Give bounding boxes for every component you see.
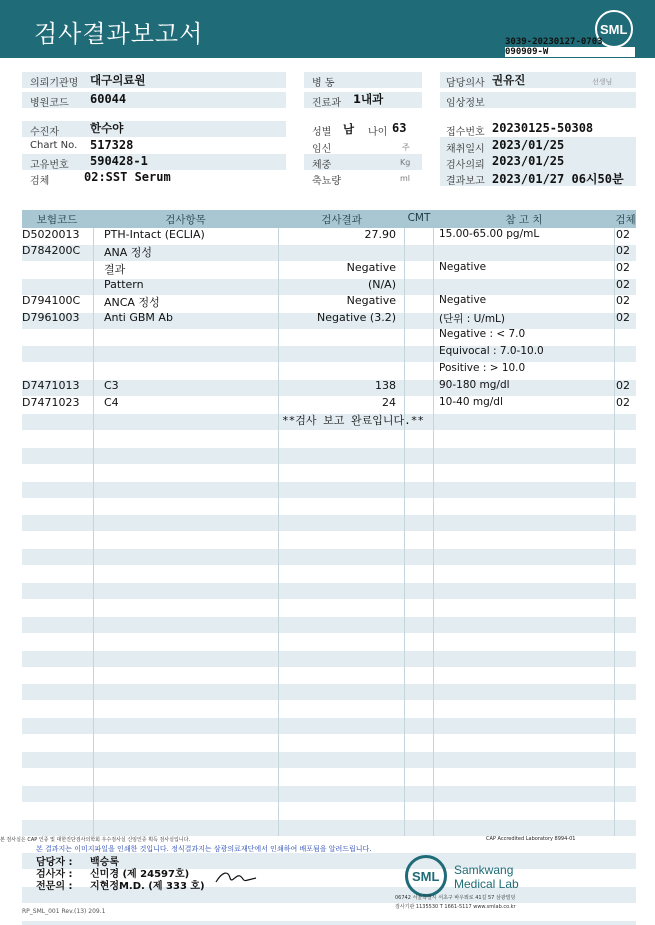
specimen-cell: 02: [616, 244, 630, 257]
clinical-label: 임상정보: [446, 98, 485, 109]
logo-text: SML: [600, 22, 628, 37]
row-stripe: [22, 718, 636, 734]
weight-unit: Kg: [400, 158, 411, 167]
row-stripe: [22, 820, 636, 836]
signature-image: [214, 868, 258, 886]
table-row: [22, 227, 636, 244]
test-item-cell: C3: [104, 379, 119, 392]
institution-value: 대구의료원: [90, 73, 146, 87]
row-stripe: [22, 617, 636, 633]
manager-label: 담당자 :: [36, 857, 73, 868]
row-stripe: [22, 583, 636, 599]
test-item-cell: 결과: [104, 263, 126, 276]
dept-value: 1내과: [353, 92, 384, 106]
col-header-reference: 참 고 치: [505, 214, 543, 226]
patient-value: 한수야: [90, 121, 124, 135]
table-row: [22, 293, 636, 310]
test-item-cell: ANCA 정성: [104, 296, 160, 309]
request-label: 검사의뢰: [446, 160, 485, 171]
row-stripe: [22, 921, 636, 925]
reference-cell: Negative: [439, 294, 487, 306]
test-item-cell: PTH-Intact (ECLIA): [104, 228, 205, 241]
test-item-cell: ANA 정성: [104, 246, 153, 259]
cap-accreditation: CAP Accredited Laboratory 8994-01: [486, 836, 576, 842]
print-notice: 본 결과지는 이미지파일을 인쇄한 것입니다. 정식결과지는 삼광의료재단에서 인쇄하여 배포됨을 알려드립니다.: [36, 845, 372, 853]
hospital-code-label: 병원코드: [30, 98, 69, 109]
dept-label: 진료과: [312, 98, 341, 109]
chart-value: 517328: [90, 138, 134, 152]
lab-name-line2: Medical Lab: [454, 877, 519, 891]
reference-cell: Negative: [439, 261, 487, 273]
table-row: [22, 277, 636, 294]
insurance-code-cell: D7961003: [22, 311, 80, 324]
table-row: [22, 243, 636, 260]
table-row: [22, 327, 636, 344]
result-cell: Negative (3.2): [317, 311, 396, 324]
result-cell: Negative: [346, 261, 396, 274]
row-stripe: [22, 515, 636, 531]
table-row: [22, 260, 636, 277]
row-stripe: [22, 482, 636, 498]
age-value: 63: [392, 121, 407, 135]
collect-value: 2023/01/25: [492, 138, 565, 152]
test-item-cell: Anti GBM Ab: [104, 311, 173, 324]
test-item-cell: C4: [104, 396, 119, 409]
collect-label: 채취일시: [446, 144, 485, 155]
chart-label: Chart No.: [30, 140, 78, 151]
table-row: [22, 378, 636, 395]
row-stripe: [22, 786, 636, 802]
reference-cell: Positive : > 10.0: [439, 362, 526, 374]
specimen-cell: 02: [616, 228, 630, 241]
row-stripe: [22, 752, 636, 768]
reference-cell: Negative : < 7.0: [439, 328, 526, 340]
col-header-code: 보험코드: [36, 214, 78, 226]
specimen-cell: 02: [616, 396, 630, 409]
report-id-line2: 090909-W: [505, 47, 635, 57]
specimen-cell: 02: [616, 278, 630, 291]
test-item-cell: Pattern: [104, 278, 144, 291]
insurance-code-cell: D7471013: [22, 379, 80, 392]
cap-notice: 본 검사실은 CAP 인증 및 대한진단검사의학회 우수검사실 신임인증 획득 검사실입니다.: [0, 837, 191, 843]
pregnancy-label: 임신: [312, 144, 332, 155]
unique-label: 고유번호: [30, 160, 69, 171]
table-row: [22, 361, 636, 378]
specimen-cell: 02: [616, 294, 630, 307]
request-value: 2023/01/25: [492, 154, 565, 168]
lab-phone: 검사기관 1135530 T 1661-5117 www.smlab.co.kr: [395, 904, 516, 910]
insurance-code-cell: D5020013: [22, 228, 80, 241]
specialist-label: 전문의 :: [36, 881, 73, 892]
specimen-label: 검체: [30, 176, 50, 187]
reference-cell: 10-40 mg/dl: [439, 396, 503, 408]
institution-label: 의뢰기관명: [30, 78, 79, 89]
specimen-value: 02:SST Serum: [84, 170, 171, 184]
reference-cell: 15.00-65.00 pg/mL: [439, 228, 540, 240]
hospital-code-value: 60044: [90, 92, 127, 106]
row-stripe: [22, 651, 636, 667]
report-label: 결과보고: [446, 176, 485, 187]
sml-footer-logo: [405, 855, 447, 897]
doctor-suffix: 선생님: [592, 78, 613, 86]
col-header-item: 검사항목: [165, 214, 206, 226]
row-stripe: [22, 684, 636, 700]
report-complete-note: **검사 보고 완료입니다.**: [282, 414, 424, 427]
insurance-code-cell: D794100C: [22, 294, 81, 307]
col-header-cmt: CMT: [407, 212, 431, 224]
receipt-label: 접수번호: [446, 127, 485, 138]
lab-name-line1: Samkwang: [454, 863, 514, 877]
weight-label: 체중: [312, 160, 332, 171]
reference-cell: Equivocal : 7.0-10.0: [439, 345, 544, 357]
row-stripe: [22, 549, 636, 565]
result-cell: 27.90: [364, 228, 396, 241]
result-cell: (N/A): [367, 278, 396, 291]
examiner-name: 신미경 (제 24597호): [90, 869, 190, 880]
report-title: 검사결과보고서: [34, 20, 204, 48]
doctor-value: 권유진: [492, 73, 526, 87]
reference-cell: 90-180 mg/dl: [439, 379, 510, 391]
patient-bar: [22, 121, 286, 137]
lab-address: 06742 서울특별시 서초구 바우뫼로 41길 57 삼광빌딩: [395, 895, 516, 901]
specimen-cell: 02: [616, 311, 630, 324]
urine-label: 축뇨량: [312, 176, 341, 187]
revision-code: RP_SML_001 Rev.(13) 209.1: [22, 908, 106, 915]
examiner-label: 검사자 :: [36, 869, 73, 880]
col-header-specimen: 검체: [615, 214, 636, 226]
specimen-cell: 02: [616, 261, 630, 274]
manager-name: 백승록: [90, 857, 119, 868]
specimen-cell: 02: [616, 379, 630, 392]
footer-logo-text: SML: [412, 869, 440, 884]
row-stripe: [22, 448, 636, 464]
ward-label: 병 동: [312, 78, 335, 89]
table-row: [22, 395, 636, 412]
doctor-label: 담당의사: [446, 78, 485, 89]
patient-label: 수진자: [30, 127, 59, 138]
specialist-name: 지현정M.D. (제 333 호): [90, 881, 205, 892]
pregnancy-unit: 주: [402, 143, 410, 152]
result-cell: 138: [375, 379, 396, 392]
age-label: 나이: [368, 127, 388, 138]
table-row: [22, 310, 636, 327]
result-cell: 24: [382, 396, 396, 409]
reference-cell: (단위 : U/mL): [439, 313, 505, 325]
table-row: [22, 344, 636, 361]
report-value: 2023/01/27 06시50분: [492, 172, 624, 186]
receipt-value: 20230125-50308: [492, 121, 594, 135]
col-header-result: 검사결과: [321, 214, 362, 226]
insurance-code-cell: D7471023: [22, 396, 80, 409]
result-cell: Negative: [346, 294, 396, 307]
insurance-code-cell: D784200C: [22, 244, 81, 257]
report-id-line1: 3039-20230127-0703: [505, 37, 603, 47]
urine-unit: ml: [400, 174, 411, 183]
sex-value: 남: [343, 122, 355, 136]
sex-label: 성별: [312, 127, 332, 138]
unique-value: 590428-1: [90, 154, 148, 168]
